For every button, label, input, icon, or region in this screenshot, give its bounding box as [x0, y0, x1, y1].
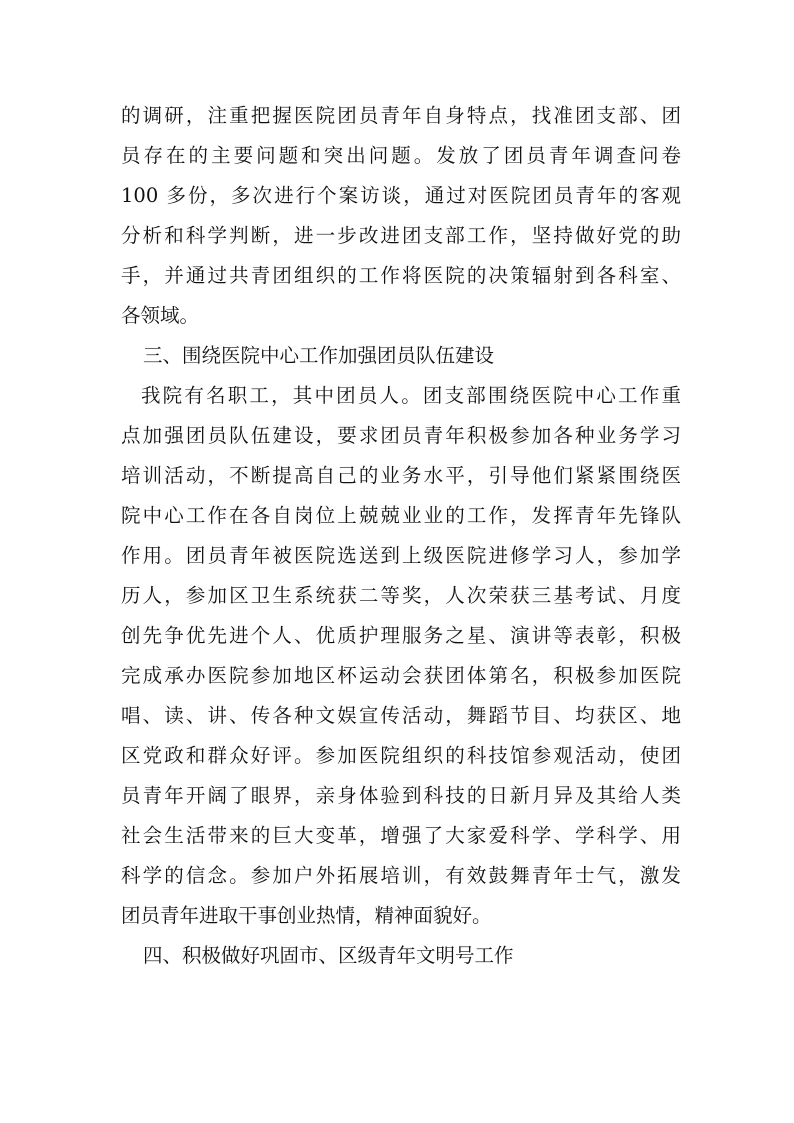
body-line: 完成承办医院参加地区杯运动会获团体第名，积极参加医院	[121, 664, 681, 687]
body-line: 分析和科学判断，进一步改进团支部工作，坚持做好党的助	[121, 224, 681, 247]
body-line: 各领域。	[121, 304, 200, 327]
body-line: 点加强团员队伍建设，要求团员青年积极参加各种业务学习	[121, 424, 681, 447]
body-line: 院中心工作在各自岗位上兢兢业业的工作，发挥青年先锋队	[121, 504, 681, 527]
body-line: 我院有名职工，其中团员人。团支部围绕医院中心工作重	[141, 384, 681, 407]
document-body	[121, 96, 681, 976]
body-line: 员存在的主要问题和突出问题。发放了团员青年调查问卷	[121, 144, 681, 167]
body-line: 员青年开阔了眼界，亲身体验到科技的日新月异及其给人类	[121, 784, 681, 807]
body-line: 的调研，注重把握医院团员青年自身特点，找准团支部、团	[121, 104, 681, 127]
body-line: 培训活动，不断提高自己的业务水平，引导他们紧紧围绕医	[121, 464, 681, 487]
body-line: 作用。团员青年被医院选送到上级医院进修学习人，参加学	[121, 544, 681, 567]
body-line: 科学的信念。参加户外拓展培训，有效鼓舞青年士气，激发	[121, 864, 681, 887]
body-line: 唱、读、讲、传各种文娱宣传活动，舞蹈节目、均获区、地	[121, 704, 681, 727]
body-line: 社会生活带来的巨大变革，增强了大家爱科学、学科学、用	[121, 824, 681, 847]
section-heading: 四、积极做好巩固市、区级青年文明号工作	[143, 944, 514, 967]
body-line: 手，并通过共青团组织的工作将医院的决策辐射到各科室、	[121, 264, 681, 287]
body-line: 创先争优先进个人、优质护理服务之星、演讲等表彰，积极	[121, 624, 681, 647]
body-line: 100 多份，多次进行个案访谈，通过对医院团员青年的客观	[121, 184, 681, 207]
body-line: 区党政和群众好评。参加医院组织的科技馆参观活动，使团	[121, 744, 681, 767]
section-heading: 三、围绕医院中心工作加强团员队伍建设	[143, 344, 495, 367]
body-line: 历人，参加区卫生系统获二等奖，人次荣获三基考试、月度	[121, 584, 681, 607]
body-line: 团员青年进取干事创业热情，精神面貌好。	[121, 904, 492, 927]
